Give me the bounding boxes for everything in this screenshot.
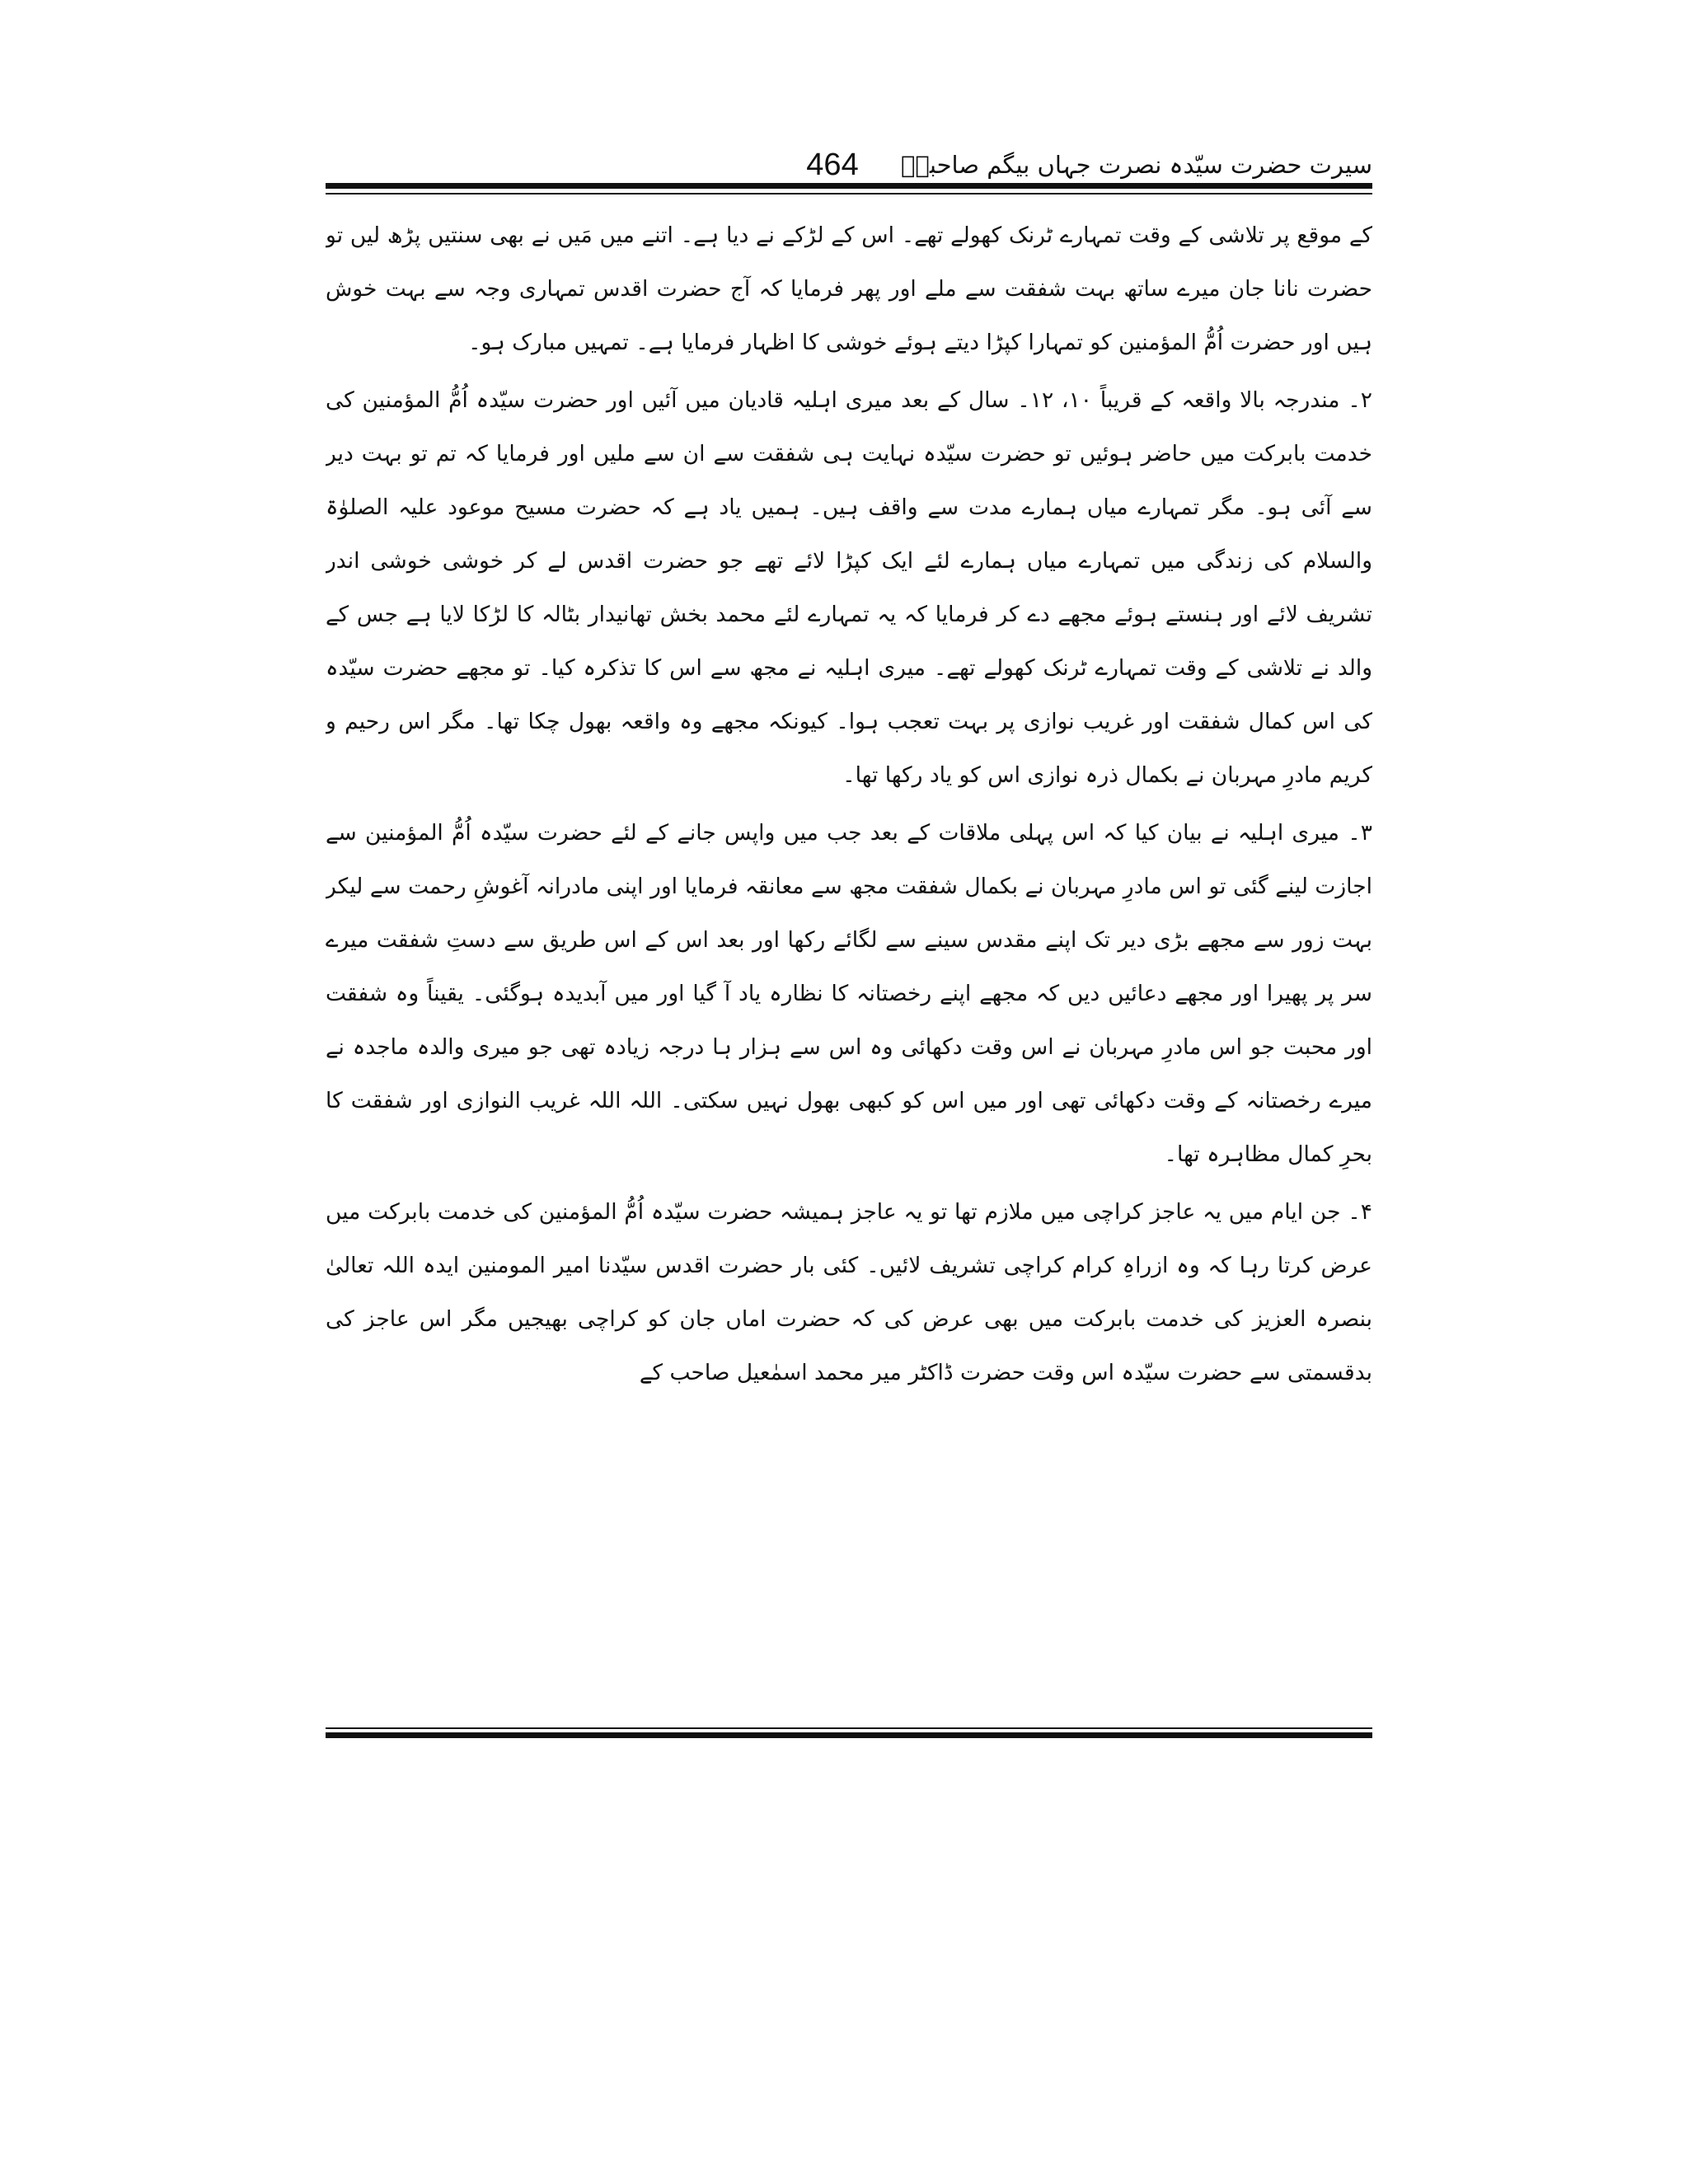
paragraph-2: ۲۔ مندرجہ بالا واقعہ کے قریباً ۱۰، ۱۲۔ سال کے بعد میری اہلیہ قادیان میں آئیں اور حضرت سیّدہ اُمُّ المؤمنین کی خدمت بابرکت میں حاضر ہوئیں تو حضرت سیّدہ نہایت ہی شفقت سے ان سے ملیں اور فرمایا کہ تم تو بہت دیر سے آئی ہو۔ مگر تمہارے میاں ہمارے مدت سے واقف ہیں۔ ہمیں یاد ہے کہ حضرت مسیح موعود علیہ الصلوٰۃ والسلام کی زندگی میں تمہارے میاں ہمارے لئے ایک کپڑا لائے تھے جو حضرت اقدس لے کر خوشی خوشی اندر تشریف لائے اور ہنستے ہوئے مجھے دے کر فرمایا کہ یہ تمہارے لئے محمد بخش تھانیدار بٹالہ کا لڑکا لایا ہے جس کے والد نے تلاشی کے وقت تمہارے ٹرنک کھولے تھے۔ میری اہلیہ نے مجھ سے اس کا تذکرہ کیا۔ تو مجھے حضرت سیّدہ کی اس کمال شفقت اور غریب نوازی پر بہت تعجب ہوا۔ کیونکہ مجھے وہ واقعہ بھول چکا تھا۔ مگر اس رحیم و کریم مادرِ مہربان نے بکمال ذرہ نوازی اس کو یاد رکھا تھا۔ (326, 387, 1372, 788)
header-rule-thick (326, 183, 1372, 189)
paragraph-3: ۳۔ میری اہلیہ نے بیان کیا کہ اس پہلی ملاقات کے بعد جب میں واپس جانے کے لئے حضرت سیّدہ اُمُّ المؤمنین سے اجازت لینے گئی تو اس مادرِ مہربان نے بکمال شفقت مجھ سے معانقہ فرمایا اور اپنی مادرانہ آغوشِ رحمت سے لیکر بہت زور سے مجھے بڑی دیر تک اپنے مقدس سینے سے لگائے رکھا اور بعد اس کے اس طریق سے دستِ شفقت میرے سر پر پھیرا اور مجھے دعائیں دیں کہ مجھے اپنے رخصتانہ کا نظارہ یاد آ گیا اور میں آبدیدہ ہوگئی۔ یقیناً وہ شفقت اور محبت جو اس مادرِ مہربان نے اس وقت دکھائی وہ اس سے ہزار ہا درجہ زیادہ تھی جو میری والدہ ماجدہ نے میرے رخصتانہ کے وقت دکھائی تھی اور میں اس کو کبھی بھول نہیں سکتی۔ اللہ اللہ غریب النوازی اور شفقت کا بحرِ کمال مظاہرہ تھا۔ (326, 820, 1372, 1167)
page-header (326, 140, 1372, 190)
header-rule-thin (326, 193, 1372, 194)
footer-rule-thick (326, 1732, 1372, 1738)
paragraph-1: کے موقع پر تلاشی کے وقت تمہارے ٹرنک کھولے تھے۔ اس کے لڑکے نے دیا ہے۔ اتنے میں مَیں نے بھی سنتیں پڑھ لیں تو حضرت نانا جان میرے ساتھ بہت شفقت سے ملے اور پھر فرمایا کہ آج حضرت اقدس تمہاری وجہ سے بہت خوش ہیں اور حضرت اُمُّ المؤمنین کو تمہارا کپڑا دیتے ہوئے خوشی کا اظہار فرمایا ہے۔ تمہیں مبارک ہو۔ (326, 223, 1372, 355)
page-number: 464 (806, 148, 859, 182)
body-text (326, 209, 1372, 1717)
running-title: سیرت حضرت سیّدہ نصرت جہاں بیگم صاحبہؓ (901, 151, 1372, 179)
footer-rule-thin (326, 1727, 1372, 1729)
paragraph-4: ۴۔ جن ایام میں یہ عاجز کراچی میں ملازم تھا تو یہ عاجز ہمیشہ حضرت سیّدہ اُمُّ المؤمنین کی خدمت بابرکت میں عرض کرتا رہا کہ وہ ازراہِ کرام کراچی تشریف لائیں۔ کئی بار حضرت اقدس سیّدنا امیر المومنین ایدہ اللہ تعالیٰ بنصرہ العزیز کی خدمت بابرکت میں بھی عرض کی کہ حضرت اماں جان کو کراچی بھیجیں مگر اس عاجز کی بدقسمتی سے حضرت سیّدہ اس وقت حضرت ڈاکٹر میر محمد اسمٰعیل صاحب کے (326, 1199, 1372, 1385)
